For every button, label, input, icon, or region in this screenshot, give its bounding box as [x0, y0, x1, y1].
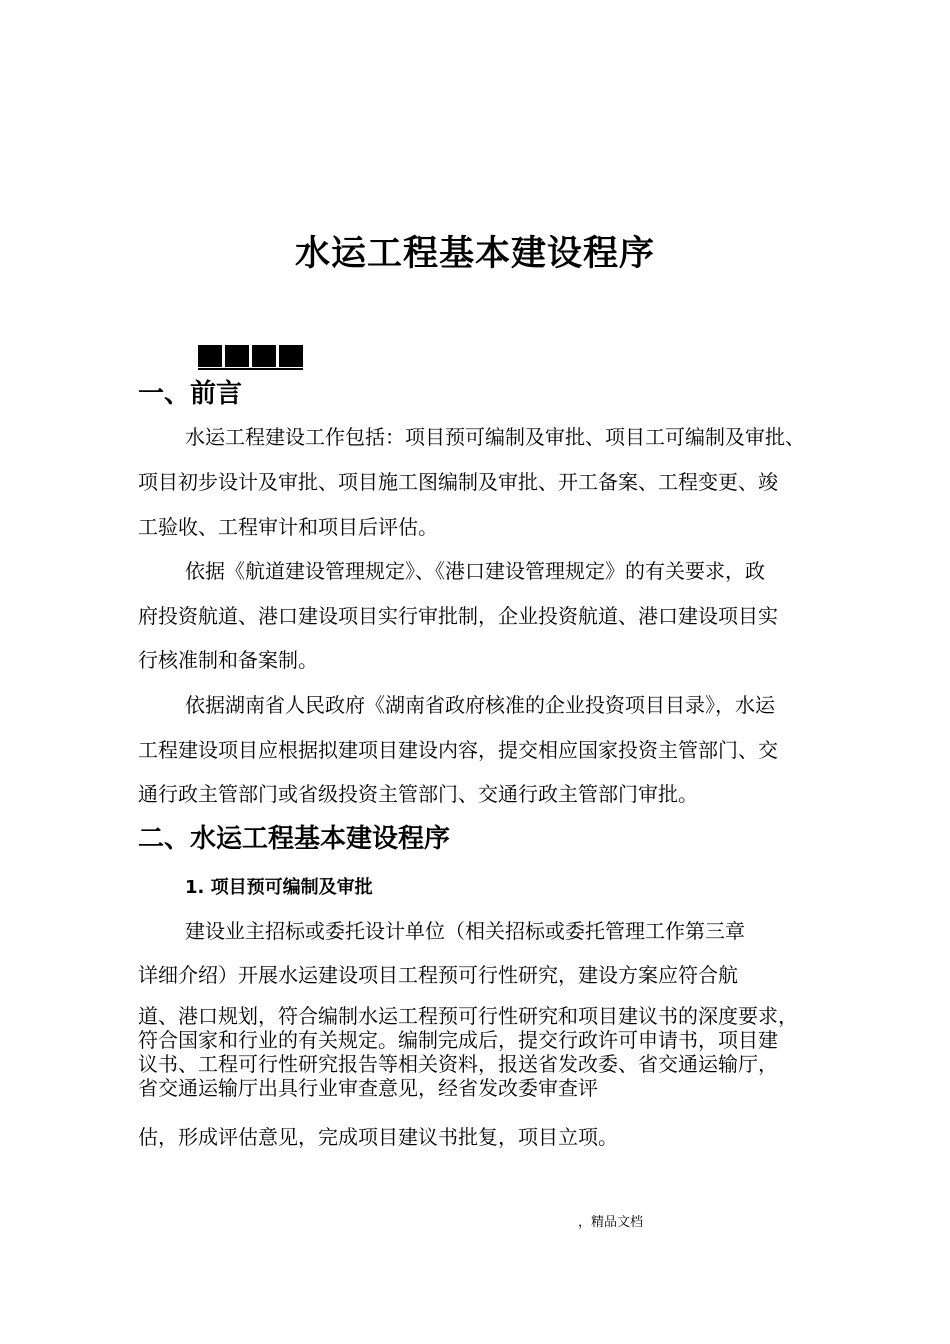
redacted-block-marks	[198, 345, 303, 370]
paragraph-line: 省交通运输厅出具行业审查意见，经省发改委审查评	[138, 1076, 598, 1100]
paragraph-line: 通行政主管部门或省级投资主管部门、交通行政主管部门审批。	[138, 782, 698, 806]
paragraph-line: 项目初步设计及审批、项目施工图编制及审批、开工备案、工程变更、竣	[138, 470, 778, 494]
paragraph-line: 行核准制和备案制。	[138, 648, 318, 672]
paragraph-line: 道、港口规划，符合编制水运工程预可行性研究和项目建议书的深度要求，	[138, 1004, 798, 1028]
redaction-square	[225, 345, 249, 367]
footer-watermark: ，精品文档	[578, 1215, 644, 1230]
paragraph-line: 水运工程建设工作包括：项目预可编制及审批、项目工可编制及审批、	[185, 425, 805, 449]
redaction-square	[279, 345, 303, 367]
paragraph-line: 符合国家和行业的有关规定。编制完成后，提交行政许可申请书，项目建	[138, 1028, 778, 1052]
paragraph-line: 工验收、工程审计和项目后评估。	[138, 515, 438, 539]
paragraph-line: 依据湖南省人民政府《湖南省政府核准的企业投资项目目录》，水运	[185, 693, 775, 717]
subsection-heading: 1. 项目预可编制及审批	[185, 877, 373, 898]
paragraph-line: 详细介绍）开展水运建设项目工程预可行性研究，建设方案应符合航	[138, 963, 738, 987]
paragraph-line: 依据《航道建设管理规定》、《港口建设管理规定》的有关要求，政	[185, 559, 765, 583]
paragraph-line: 工程建设项目应根据拟建项目建设内容，提交相应国家投资主管部门、交	[138, 738, 778, 762]
paragraph-line: 议书、工程可行性研究报告等相关资料，报送省发改委、省交通运输厅，	[138, 1052, 778, 1076]
section-heading-procedure: 二、水运工程基本建设程序	[138, 824, 451, 854]
paragraph-line: 估，形成评估意见，完成项目建议书批复，项目立项。	[138, 1125, 618, 1149]
page-title: 水运工程基本建设程序	[294, 234, 655, 274]
redaction-square	[198, 345, 222, 367]
paragraph-line: 建设业主招标或委托设计单位（相关招标或委托管理工作第三章	[185, 919, 745, 943]
section-heading-preface: 一、前言	[138, 379, 243, 409]
paragraph-line: 府投资航道、港口建设项目实行审批制，企业投资航道、港口建设项目实	[138, 604, 778, 628]
redaction-square	[252, 345, 276, 367]
